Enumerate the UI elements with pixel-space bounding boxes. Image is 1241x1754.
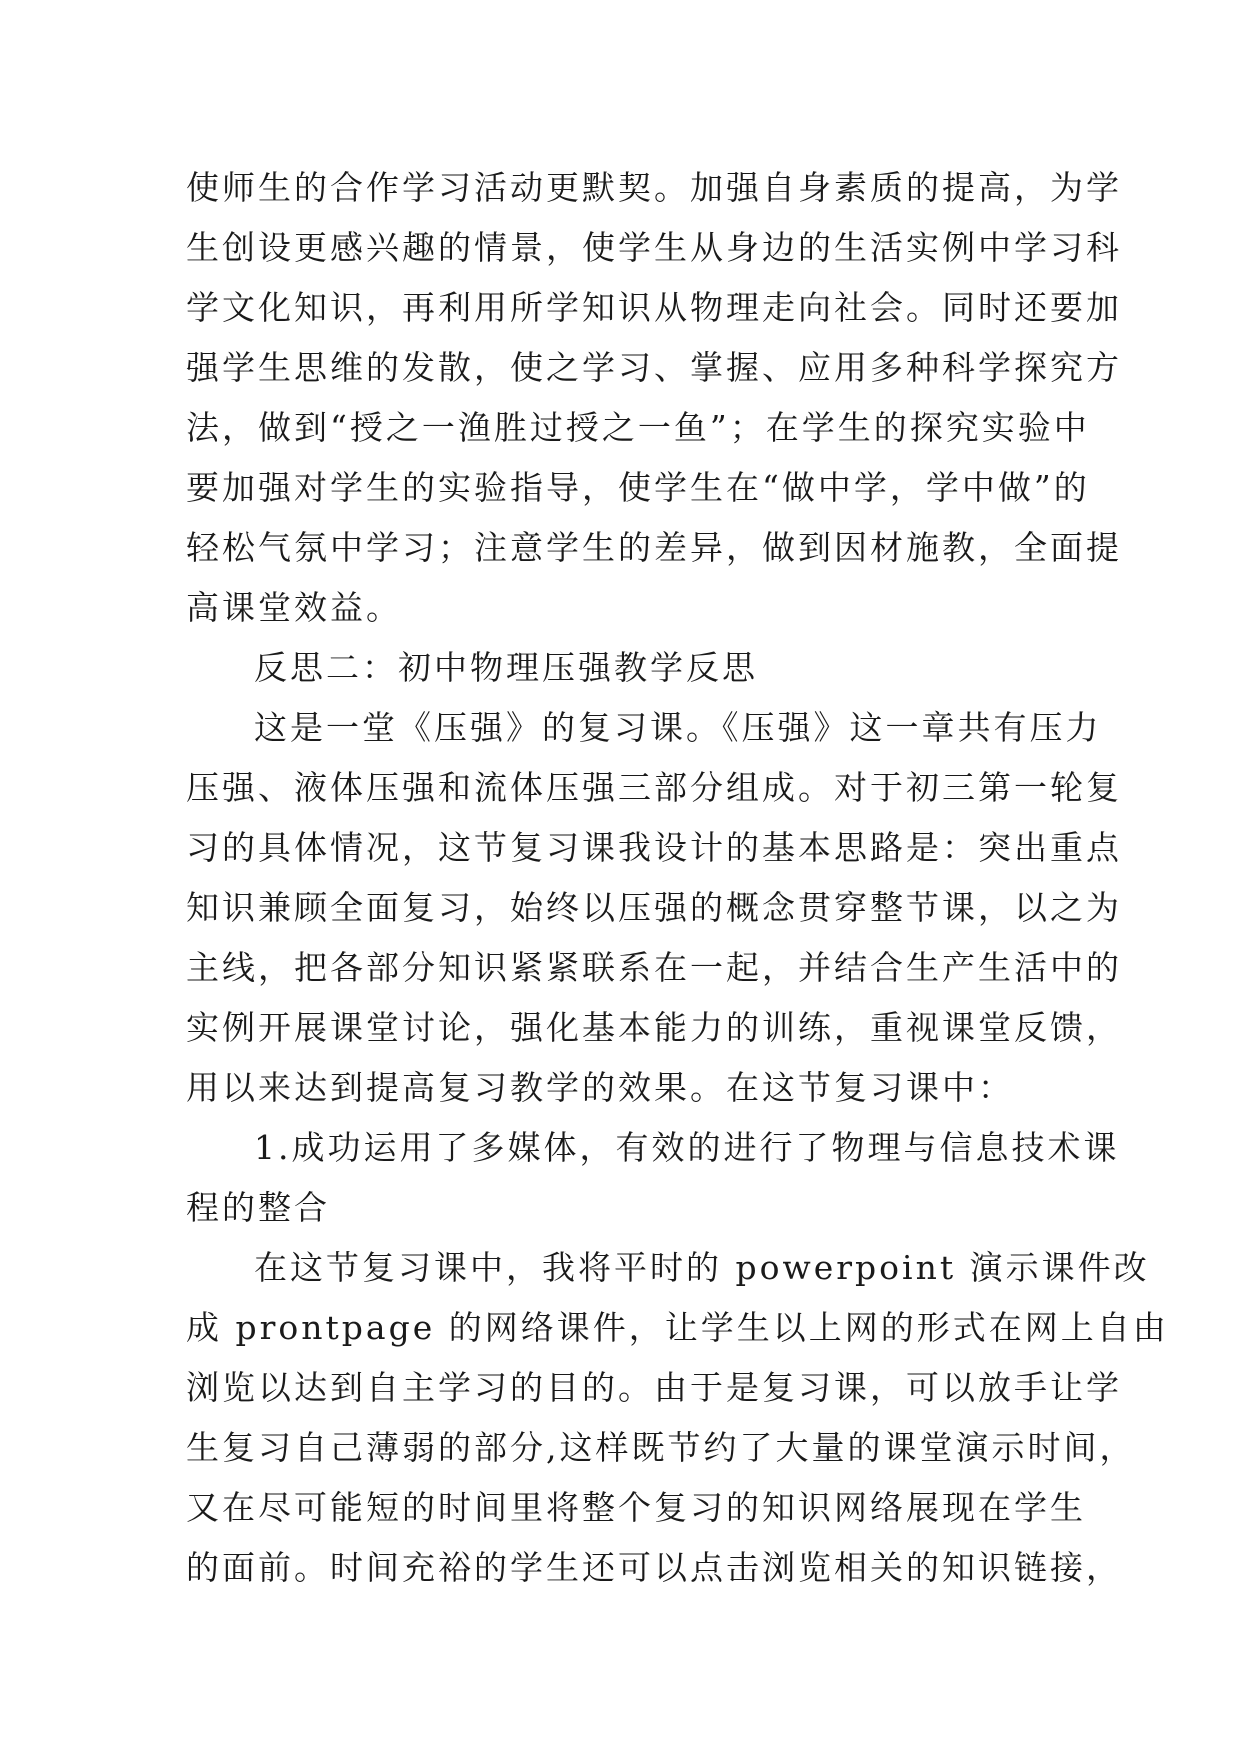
numbered-point: 1.成功运用了多媒体，有效的进行了物理与信息技术课 bbox=[254, 1128, 1120, 1167]
text-line: 习的具体情况，这节复习课我设计的基本思路是：突出重点 bbox=[186, 828, 1122, 867]
text-line: 法，做到“授之一渔胜过授之一鱼”；在学生的探究实验中 bbox=[186, 408, 1090, 447]
text-line: 生复习自己薄弱的部分,这样既节约了大量的课堂演示时间， bbox=[186, 1428, 1136, 1467]
text-line: 要加强对学生的实验指导，使学生在“做中学，学中做”的 bbox=[186, 468, 1090, 507]
paragraph-start: 在这节复习课中，我将平时的 powerpoint 演示课件改 bbox=[254, 1248, 1150, 1287]
text-line: 强学生思维的发散，使之学习、掌握、应用多种科学探究方 bbox=[186, 348, 1122, 387]
paragraph-start: 这是一堂《压强》的复习课。《压强》这一章共有压力 bbox=[254, 708, 1102, 747]
text-line: 生创设更感兴趣的情景，使学生从身边的生活实例中学习科 bbox=[186, 228, 1122, 267]
text-line: 学文化知识，再利用所学知识从物理走向社会。同时还要加 bbox=[186, 288, 1122, 327]
text-line: 知识兼顾全面复习，始终以压强的概念贯穿整节课，以之为 bbox=[186, 888, 1122, 927]
text-line: 主线，把各部分知识紧紧联系在一起，并结合生产生活中的 bbox=[186, 948, 1122, 987]
body-text bbox=[186, 158, 1169, 1598]
text-line: 成 prontpage 的网络课件，让学生以上网的形式在网上自由 bbox=[186, 1308, 1169, 1347]
text-line: 程的整合 bbox=[186, 1188, 330, 1227]
section-heading: 反思二：初中物理压强教学反思 bbox=[254, 648, 758, 687]
text-line: 的面前。时间充裕的学生还可以点击浏览相关的知识链接， bbox=[186, 1548, 1122, 1587]
text-line: 使师生的合作学习活动更默契。加强自身素质的提高，为学 bbox=[186, 168, 1122, 207]
text-line: 实例开展课堂讨论，强化基本能力的训练，重视课堂反馈， bbox=[186, 1008, 1122, 1047]
text-line: 又在尽可能短的时间里将整个复习的知识网络展现在学生 bbox=[186, 1488, 1086, 1527]
text-line: 压强、液体压强和流体压强三部分组成。对于初三第一轮复 bbox=[186, 768, 1122, 807]
text-line: 用以来达到提高复习教学的效果。在这节复习课中： bbox=[186, 1068, 1014, 1107]
text-line: 轻松气氛中学习；注意学生的差异，做到因材施教，全面提 bbox=[186, 528, 1122, 567]
text-line: 浏览以达到自主学习的目的。由于是复习课，可以放手让学 bbox=[186, 1368, 1122, 1407]
text-line: 高课堂效益。 bbox=[186, 588, 402, 627]
